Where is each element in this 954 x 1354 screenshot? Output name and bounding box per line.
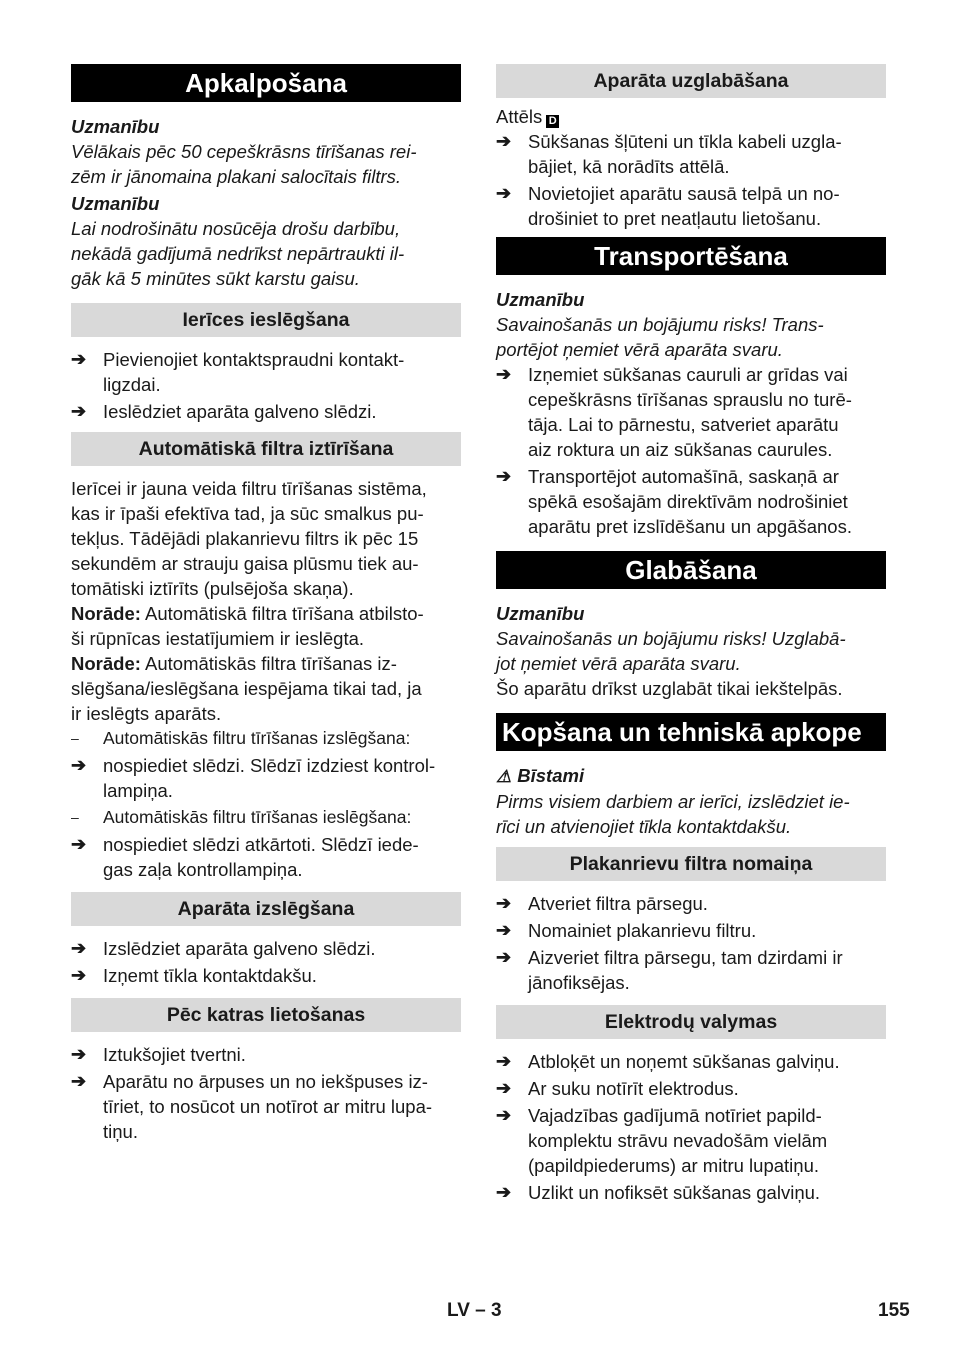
heading-kopsana: Kopšana un tehniskā apkope: [496, 713, 886, 751]
text-line: Pirms visiem darbiem ar ierīci, izslēdziet ie-: [496, 791, 850, 812]
arrow-icon: ➔: [71, 938, 87, 958]
page-number: 155: [878, 1300, 910, 1321]
note-title: Uzmanību: [71, 116, 160, 137]
text-line: ir ieslēgts aparāts.: [71, 703, 222, 724]
text-line: tāja. Lai to pārnestu, satveriet aparātu: [528, 414, 839, 435]
list-item: [496, 918, 886, 943]
arrow-icon: ➔: [496, 1182, 512, 1202]
text-line: Sūkšanas šļūteni un tīkla kabeli uzgla-: [528, 131, 842, 152]
arrow-icon: ➔: [71, 1044, 87, 1064]
list: [496, 362, 886, 539]
list-item: [496, 1076, 886, 1101]
warning-text: [496, 789, 886, 839]
text-line: (papildpiederums) ar mitru lupatiņu.: [528, 1155, 819, 1176]
arrow-icon: ➔: [71, 401, 87, 421]
list-item: [71, 805, 461, 830]
right-column: [496, 64, 886, 1217]
text-line: gāk kā 5 minūtes sūkt karstu gaisu.: [71, 268, 360, 289]
list: [71, 1042, 461, 1144]
text-line: spēkā esošajām direktīvām nodrošiniet: [528, 491, 848, 512]
arrow-icon: ➔: [496, 131, 512, 151]
arrow-icon: ➔: [496, 947, 512, 967]
list: [71, 936, 461, 988]
text-line: Pievienojiet kontaktspraudni kontakt-: [103, 349, 405, 370]
text-span: Automātiskās filtra tīrīšanas iz-: [140, 653, 397, 674]
text-line: komplektu strāvu nevadošām vielām: [528, 1130, 828, 1151]
heading-elektrodu-valymas: Elektrodų valymas: [496, 1005, 886, 1039]
arrow-icon: ➔: [496, 1105, 512, 1125]
heading-ierices-ieslegsana: Ierīces ieslēgšana: [71, 303, 461, 337]
text-line: Uzlikt un nofiksēt sūkšanas galviņu.: [528, 1182, 821, 1203]
text-line: [71, 601, 461, 626]
text-line: Vēlākais pēc 50 cepeškrāsns tīrīšanas rei-: [71, 141, 417, 162]
text-line: jot ņemiet vērā aparāta svaru.: [496, 653, 741, 674]
list-item: [71, 1042, 461, 1067]
text-line: Lai nodrošinātu nosūcēja drošu darbību,: [71, 218, 401, 239]
warning-title: [496, 763, 886, 789]
dash-icon: –: [71, 809, 79, 825]
text-line: Atbloķēt un noņemt sūkšanas galviņu.: [528, 1051, 840, 1072]
text-span: Attēls: [496, 106, 543, 127]
text-line: Ieslēdziet aparāta galveno slēdzi.: [103, 401, 377, 422]
list-item: [496, 891, 886, 916]
text-span: Bīstami: [517, 765, 585, 786]
text-line: kas ir īpaši efektīva tad, ja sūc smalkus pu-: [71, 503, 424, 524]
arrow-icon: ➔: [71, 755, 87, 775]
note-title: Uzmanību: [71, 193, 160, 214]
note-title: Uzmanību: [496, 603, 585, 624]
figure-d-icon: D: [546, 115, 559, 128]
text-line: aparātu pret izslīdēšanu un apgāšanos.: [528, 516, 852, 537]
text-line: Automātiskās filtru tīrīšanas izslēgšana:: [103, 728, 411, 748]
figure-reference: [496, 104, 886, 129]
text-line: Izņemt tīkla kontaktdakšu.: [103, 965, 317, 986]
arrow-icon: ➔: [71, 1071, 87, 1091]
warning-icon: ⚠: [496, 767, 512, 786]
text-line: ši rūpnīcas iestatījumiem ir ieslēgta.: [71, 628, 365, 649]
text-line: Vajadzības gadījumā notīriet papild-: [528, 1105, 822, 1126]
list: [71, 347, 461, 424]
list-item: [496, 464, 886, 539]
paragraph: Šo aparātu drīkst uzglabāt tikai iekštelpās.: [496, 678, 843, 699]
note-text: [71, 139, 461, 189]
text-line: Aparātu no ārpuses un no iekšpuses iz-: [103, 1071, 428, 1092]
note-label: Norāde:: [71, 653, 141, 674]
note-title: Uzmanību: [496, 289, 585, 310]
text-line: Automātiskās filtru tīrīšanas ieslēgšana:: [103, 807, 412, 827]
note-paragraph: [71, 651, 461, 726]
list: [496, 891, 886, 995]
list-item: [496, 1049, 886, 1074]
text-line: sekundēm ar strauju gaisa plūsmu tiek au-: [71, 553, 419, 574]
list-item: [496, 945, 886, 995]
text-line: [71, 651, 461, 676]
arrow-icon: ➔: [71, 965, 87, 985]
heading-aparata-uzglabasana: Aparāta uzglabāšana: [496, 64, 886, 98]
note-paragraph: [71, 601, 461, 651]
text-line: Ar suku notīrīt elektrodus.: [528, 1078, 739, 1099]
text-line: Atveriet filtra pārsegu.: [528, 893, 708, 914]
arrow-icon: ➔: [496, 183, 512, 203]
dash-icon: –: [71, 730, 79, 746]
list-item: [71, 1069, 461, 1144]
heading-aparata-izslegsana: Aparāta izslēgšana: [71, 892, 461, 926]
heading-plakanrievu-filtra: Plakanrievu filtra nomaiņa: [496, 847, 886, 881]
text-line: jānofiksējas.: [528, 972, 630, 993]
note-text: [71, 216, 461, 291]
arrow-icon: ➔: [496, 364, 512, 384]
text-span: LV: [447, 1300, 470, 1321]
text-line: Iztukšojiet tvertni.: [103, 1044, 246, 1065]
text-span: Automātiskā filtra tīrīšana atbilsto-: [140, 603, 424, 624]
text-line: tiņu.: [103, 1121, 138, 1142]
list-item: [496, 181, 886, 231]
text-line: cepeškrāsns tīrīšanas sprauslu no turē-: [528, 389, 852, 410]
heading-transportesana: Transportēšana: [496, 237, 886, 275]
text-line: slēgšana/ieslēgšana iespējama tikai tad, ja: [71, 678, 422, 699]
arrow-icon: ➔: [496, 1051, 512, 1071]
text-line: gas zaļa kontrollampiņa.: [103, 859, 303, 880]
list-item: [496, 129, 886, 179]
list-item: [496, 1103, 886, 1178]
list-item: [71, 726, 461, 751]
list-item: [71, 963, 461, 988]
heading-glabasana: Glabāšana: [496, 551, 886, 589]
heading-pec-katras-lietosanas: Pēc katras lietošanas: [71, 998, 461, 1032]
text-line: Nomainiet plakanrievu filtru.: [528, 920, 757, 941]
list: [496, 129, 886, 231]
arrow-icon: ➔: [496, 920, 512, 940]
heading-apkalposana: Apkalpošana: [71, 64, 461, 102]
text-line: Transportējot automašīnā, saskaņā ar: [528, 466, 839, 487]
list-item: [496, 1180, 886, 1205]
text-line: zēm ir jānomaina plakani salocītais filtrs.: [71, 166, 402, 187]
paragraph: [71, 476, 461, 601]
text-line: nospiediet slēdzi atkārtoti. Slēdzī iede-: [103, 834, 419, 855]
text-line: lampiņa.: [103, 780, 173, 801]
arrow-icon: ➔: [496, 466, 512, 486]
note-label: Norāde:: [71, 603, 141, 624]
note-text: [496, 626, 886, 676]
text-line: portējot ņemiet vērā aparāta svaru.: [496, 339, 783, 360]
text-line: Ierīcei ir jauna veida filtru tīrīšanas sistēma,: [71, 478, 427, 499]
heading-automatiska-filtra: Automātiskā filtra iztīrīšana: [71, 432, 461, 466]
list-item: [496, 362, 886, 462]
list: [496, 1049, 886, 1205]
arrow-icon: ➔: [71, 349, 87, 369]
text-line: drošiniet to pret neatļautu lietošanu.: [528, 208, 822, 229]
text-span: – 3: [469, 1300, 502, 1321]
text-line: Savainošanās un bojājumu risks! Uzglabā-: [496, 628, 846, 649]
text-line: Izslēdziet aparāta galveno slēdzi.: [103, 938, 376, 959]
text-line: nospiediet slēdzi. Slēdzī izdziest kontrol-: [103, 755, 436, 776]
text-line: Novietojiet aparātu sausā telpā un no-: [528, 183, 840, 204]
text-line: Aizveriet filtra pārsegu, tam dzirdami ir: [528, 947, 843, 968]
list-item: [71, 399, 461, 424]
text-line: rīci un atvienojiet tīkla kontaktdakšu.: [496, 816, 792, 837]
text-line: Izņemiet sūkšanas cauruli ar grīdas vai: [528, 364, 848, 385]
left-column: [71, 64, 461, 1156]
arrow-icon: ➔: [71, 834, 87, 854]
list-item: [71, 347, 461, 397]
text-line: bājiet, kā norādīts attēlā.: [528, 156, 730, 177]
list: [71, 726, 461, 882]
text-line: tīriet, to nosūcot un notīrot ar mitru lupa-: [103, 1096, 433, 1117]
text-line: aiz roktura un aiz sūkšanas caurules.: [528, 439, 833, 460]
text-line: ligzdai.: [103, 374, 161, 395]
text-line: tomātiski iztīrīts (pulsējoša skaņa).: [71, 578, 354, 599]
list-item: [71, 832, 461, 882]
text-line: Savainošanās un bojājumu risks! Trans-: [496, 314, 824, 335]
footer-language: [447, 1298, 502, 1323]
note-text: [496, 312, 886, 362]
list-item: [71, 936, 461, 961]
arrow-icon: ➔: [496, 1078, 512, 1098]
list-item: [71, 753, 461, 803]
text-line: tekļus. Tādējādi plakanrievu filtrs ik pēc 15: [71, 528, 419, 549]
text-line: nekādā gadījumā nedrīkst nepārtraukti il-: [71, 243, 405, 264]
arrow-icon: ➔: [496, 893, 512, 913]
